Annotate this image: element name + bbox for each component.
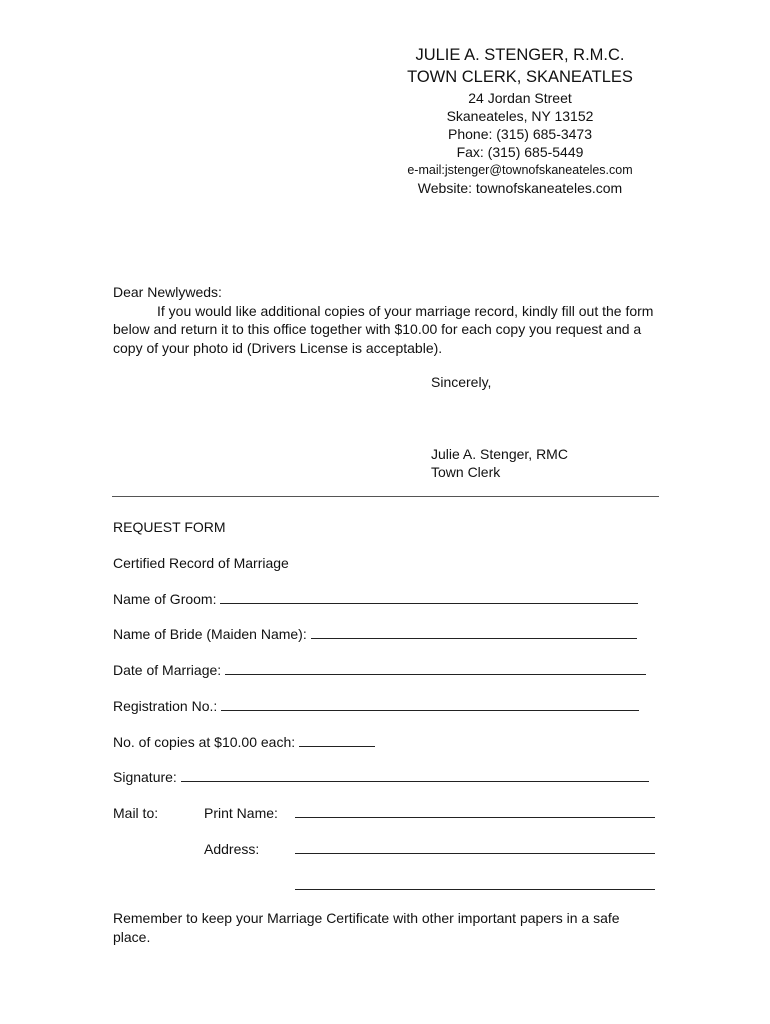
registration-row [113,697,639,715]
address-label: Address: [204,841,260,857]
fax-number: Fax: (315) 685-5449 [456,144,584,160]
reminder-note: Remember to keep your Marriage Certificate with other important papers in a safe place. [113,910,620,945]
address-city: Skaneateles, NY 13152 [446,108,594,124]
groom-name-field[interactable] [220,590,638,604]
salutation: Dear Newlyweds: [113,284,222,300]
address-row-2 [295,876,655,894]
marriage-date-field[interactable] [225,661,646,675]
bride-name-field[interactable] [311,625,637,639]
letter-body [113,283,673,357]
clerk-name: JULIE A. STENGER, R.M.C. [415,46,625,64]
copies-label: No. of copies at $10.00 each: [113,734,296,750]
form-subtitle: Certified Record of Marriage [113,555,289,571]
registration-number-field[interactable] [221,697,639,711]
print-name-row [295,804,655,822]
groom-row [113,590,638,608]
signer-title: Town Clerk [431,464,501,480]
print-name-field[interactable] [295,804,655,818]
address-street: 24 Jordan Street [468,90,572,106]
cut-line-divider [112,496,659,497]
copies-count-field[interactable] [299,733,375,747]
signer-name: Julie A. Stenger, RMC [431,446,568,462]
form-title: REQUEST FORM [113,519,226,535]
signature-label: Signature: [113,769,177,785]
closing: Sincerely, [431,374,492,390]
signature-field[interactable] [181,768,649,782]
bride-label: Name of Bride (Maiden Name): [113,626,307,642]
date-row [113,661,646,679]
website-address: Website: townofskaneateles.com [417,180,623,196]
copies-row [113,733,375,751]
address-line-2-field[interactable] [295,876,655,890]
groom-label: Name of Groom: [113,591,217,607]
letter-paragraph: If you would like additional copies of your marriage record, kindly fill out the form below and return it to this office together with $10.00 for each copy you request and a copy of your photo id (Drivers License is acceptable). [113,302,654,356]
signature-row [113,768,649,786]
letterhead [380,44,660,198]
phone-number: Phone: (315) 685-3473 [448,126,592,142]
address-row-1 [295,840,655,858]
print-name-label: Print Name: [204,805,278,821]
mail-to-label: Mail to: [113,805,159,821]
registration-label: Registration No.: [113,698,218,714]
clerk-office: TOWN CLERK, SKANEATLES [407,68,633,86]
date-label: Date of Marriage: [113,662,222,678]
email-address: e-mail:jstenger@townofskaneateles.com [407,163,633,177]
bride-row [113,625,637,643]
address-line-1-field[interactable] [295,840,655,854]
